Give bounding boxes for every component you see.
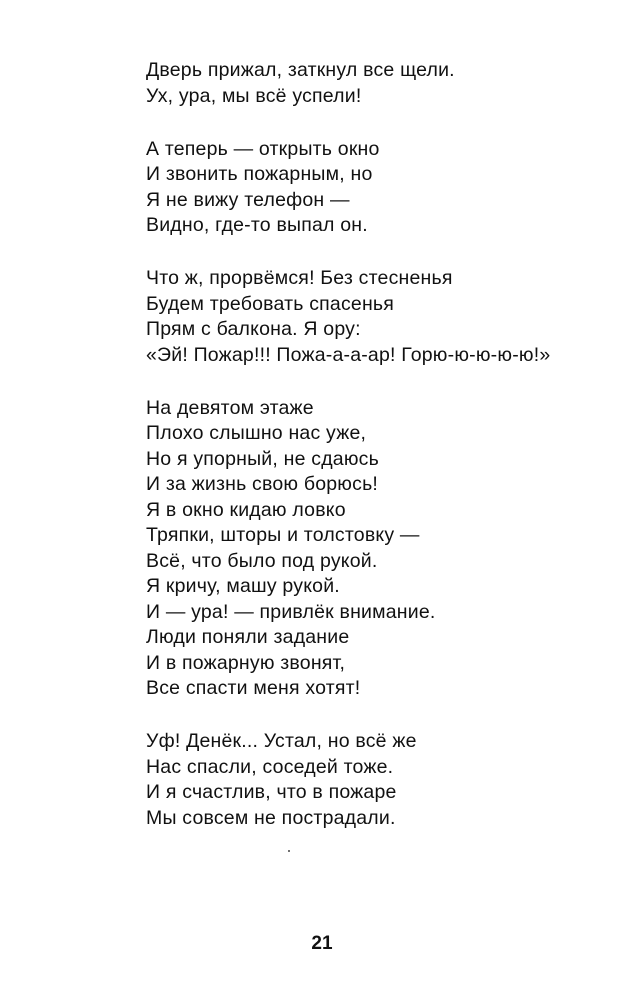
poem-line: Видно, где-то выпал он. <box>146 214 368 236</box>
poem-line: И за жизнь свою борюсь! <box>146 473 379 495</box>
poem-line: Плохо слышно нас уже, <box>146 422 367 444</box>
poem-line: Я не вижу телефон — <box>146 188 350 211</box>
stanza-3 <box>146 266 616 368</box>
stanza-2 <box>146 137 616 239</box>
poem-line: Дверь прижал, заткнул все щели. <box>146 59 455 81</box>
poem-line: И в пожарную звонят, <box>146 651 346 674</box>
poem-line: Тряпки, шторы и толстовку — <box>146 524 420 546</box>
poem-line: Будем требовать спасенья <box>146 292 395 315</box>
poem-line: Все спасти меня хотят! <box>146 677 361 699</box>
poem-line: Я в окно кидаю ловко <box>146 498 346 521</box>
poem-line: Что ж, прорвёмся! Без стесненья <box>146 267 453 289</box>
print-speck <box>288 850 290 852</box>
poem-line: Прям с балкона. Я ору: <box>146 318 361 340</box>
poem-line: И — ура! — привлёк внимание. <box>146 600 436 623</box>
poem-line: Всё, что было под рукой. <box>146 549 378 572</box>
poem-line: «Эй! Пожар!!! Пожа-а-а-ар! Горю-ю-ю-ю-ю!» <box>146 343 551 366</box>
stanza-1 <box>146 58 616 109</box>
poem-line: На девятом этаже <box>146 396 314 419</box>
page-number: 21 <box>311 933 333 954</box>
poem-line: А теперь — открыть окно <box>146 137 380 160</box>
poem-line: Люди поняли задание <box>146 626 350 648</box>
poem-line: Уф! Денёк... Устал, но всё же <box>146 730 417 752</box>
stanza-4 <box>146 396 616 702</box>
poem-line: Но я упорный, не сдаюсь <box>146 447 379 470</box>
poem-line: Я кричу, машу рукой. <box>146 575 340 597</box>
poem-line: И звонить пожарным, но <box>146 163 373 185</box>
poem-line: Мы совсем не пострадали. <box>146 806 396 829</box>
poem-line: Нас спасли, соседей тоже. <box>146 755 394 778</box>
stanza-5 <box>146 729 616 831</box>
poem-line: Ух, ура, мы всё успели! <box>146 84 362 107</box>
poem-line: И я счастлив, что в пожаре <box>146 781 397 803</box>
poem <box>146 58 616 859</box>
